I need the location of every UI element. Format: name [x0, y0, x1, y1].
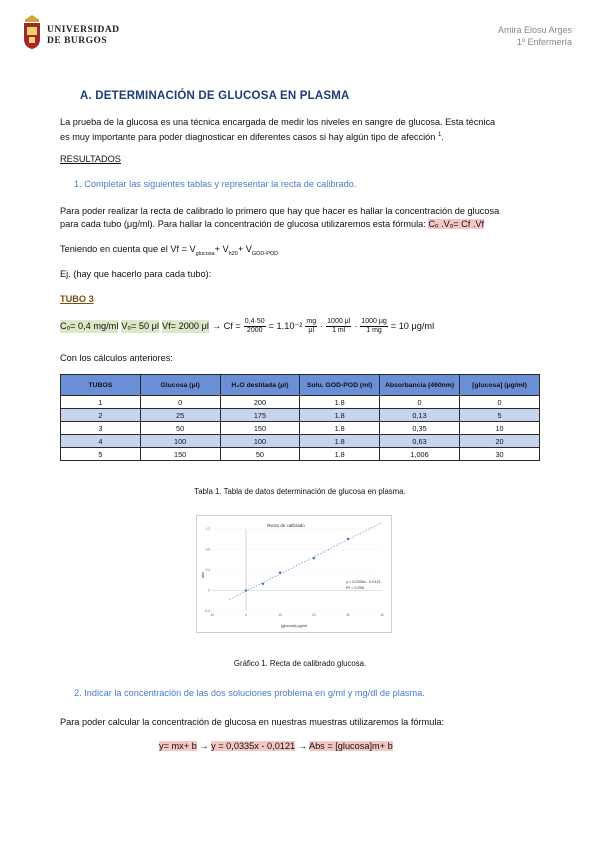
- table-cell: 1,006: [379, 448, 459, 461]
- table-row: [61, 422, 540, 435]
- frac2-num: 1000 μl: [327, 318, 351, 325]
- table-header-cell: Glucosa (μl): [140, 375, 220, 396]
- task2-heading: 2. Indicar la concentración de las dos soluciones problema en g/ml y mg/dl de plasma.: [74, 688, 425, 698]
- chart-frame: [197, 516, 392, 633]
- chart-title: Recta de calibrado: [267, 523, 305, 528]
- teniendo-prefix: Teniendo en cuenta que el Vf = V: [60, 244, 196, 254]
- formula-arrow-2: →: [297, 741, 307, 751]
- table-header-row: [61, 375, 540, 396]
- chart-equation: y = 0,0335x - 0,0121: [346, 580, 381, 584]
- table-cell: 150: [220, 422, 300, 435]
- table-cell: 0,35: [379, 422, 459, 435]
- table-cell: 4: [61, 435, 141, 448]
- table-cell: 25: [140, 409, 220, 422]
- chart-caption: Gráfico 1. Recta de calibrado glucosa.: [233, 659, 367, 668]
- chart-ylabel: Abs: [201, 571, 205, 579]
- table-cell: 100: [220, 435, 300, 448]
- para1-line1: Para poder realizar la recta de calibrado lo primero que hay que hacer es hallar la concentración de glucosa: [60, 206, 500, 216]
- glucose-table: [60, 374, 540, 461]
- author-course: 1º Enfermería: [516, 37, 572, 47]
- resultados-heading: RESULTADOS: [60, 154, 121, 164]
- chart-x-tick-label: -10: [209, 613, 215, 617]
- author-block: [498, 24, 572, 48]
- table-cell: 30: [460, 448, 540, 461]
- chart-x-tick-label: 10: [278, 613, 282, 617]
- table-cell: 0: [140, 396, 220, 409]
- frac1-num: 0,4·50: [244, 318, 265, 325]
- chart-r2: R² = 0,996: [346, 586, 364, 590]
- fraction-1: [244, 318, 266, 335]
- university-line2: DE BURGOS: [47, 36, 108, 46]
- table-cell: 2: [61, 409, 141, 422]
- table-cell: 1.8: [300, 409, 380, 422]
- section-title: A. DETERMINACIÓN DE GLUCOSA EN PLASMA: [80, 90, 350, 102]
- table-cell: 50: [140, 422, 220, 435]
- table-header-cell: H₂O destilada (μl): [220, 375, 300, 396]
- frac2-den: 1 ml: [332, 327, 346, 334]
- table-cell: 100: [140, 435, 220, 448]
- table-cell: 1.8: [300, 422, 380, 435]
- table-cell: 1.8: [300, 448, 380, 461]
- dot-2: ·: [354, 321, 358, 331]
- calc-eq1: = 1.10⁻²: [268, 321, 303, 331]
- chart-xlabel: [glucosa] μg/ml: [281, 624, 307, 628]
- chart-x-tick-label: 30: [346, 613, 350, 617]
- table-cell: 1: [61, 396, 141, 409]
- dot-1: ·: [320, 321, 324, 331]
- chart-y-tick-label: -0,4: [204, 609, 210, 613]
- chart-x-tick-label: 20: [312, 613, 316, 617]
- para1-line2-text: para cada tubo (μg/ml). Para hallar la concentración de glucosa utilizaremos esta fórmula:: [60, 219, 429, 229]
- table-cell: 0,63: [379, 435, 459, 448]
- table-cell: 5: [61, 448, 141, 461]
- teniendo-mid1: + V: [214, 244, 229, 254]
- calibration-chart: [196, 515, 392, 633]
- table-cell: 175: [220, 409, 300, 422]
- paragraph2: Para poder calcular la concentración de glucosa en nuestras muestras utilizaremos la fórmula:: [60, 717, 445, 727]
- sub-glucosa: glucosa: [195, 250, 215, 257]
- chart-point: [313, 557, 315, 559]
- table-cell: 3: [61, 422, 141, 435]
- table-cell: 200: [220, 396, 300, 409]
- calculation-line: [60, 318, 434, 335]
- vf-value: Vf= 2000 μl: [161, 321, 209, 331]
- university-name: [47, 25, 120, 47]
- frac1-den: 2000: [246, 327, 263, 334]
- sub-h2o: h20: [228, 250, 238, 257]
- chart-x-tick-label: 40: [380, 613, 384, 617]
- table-row: [61, 435, 540, 448]
- fraction-2: [326, 318, 351, 335]
- formula-arrow-1: →: [199, 741, 209, 751]
- formula-abs: Abs = [glucosa]m+ b: [308, 741, 393, 751]
- chart-point: [245, 589, 247, 591]
- para1-line2: [60, 218, 560, 231]
- table-cell: 5: [460, 409, 540, 422]
- formula-general: y= mx+ b: [159, 741, 197, 751]
- chart-x-tick-label: 0: [245, 613, 247, 617]
- table-cell: 1.8: [300, 396, 380, 409]
- intro-end: .: [441, 132, 444, 143]
- frac3-num: 1000 μg: [361, 318, 387, 325]
- table-header-cell: TUBOS: [61, 375, 141, 396]
- formula-fitted: y = 0,0335x - 0,0121: [211, 741, 296, 751]
- task1-heading: 1. Completar las siguientes tablas y representar la recta de calibrado.: [74, 179, 357, 189]
- table-cell: 50: [220, 448, 300, 461]
- university-line1: UNIVERSIDAD: [47, 25, 120, 35]
- v0-value: Vₒ= 50 μl: [121, 321, 159, 331]
- chart-point: [262, 583, 264, 585]
- teniendo-line: [60, 243, 278, 261]
- table-cell: 0: [379, 396, 459, 409]
- teniendo-mid2: + V: [237, 244, 252, 254]
- chart-y-tick-label: 0,4: [205, 568, 210, 572]
- linear-formula-line: [159, 740, 393, 753]
- paragraph1: [60, 205, 560, 231]
- dilution-formula: Cₒ .Vₒ= Cf .Vf: [428, 219, 485, 229]
- table-header-cell: Absorbancia (460nm): [379, 375, 459, 396]
- intro-line2: [60, 129, 560, 144]
- table-row: [61, 396, 540, 409]
- chart-point: [347, 538, 349, 540]
- table-cell: 1.8: [300, 435, 380, 448]
- chart-point: [279, 571, 281, 573]
- c0-value: Cₒ= 0,4 mg/ml: [60, 321, 119, 331]
- frac3-den: 1 mg: [366, 327, 382, 334]
- unit-fraction: [305, 318, 317, 335]
- table-caption: Tabla 1. Tabla de datos determinación de glucosa en plasma.: [194, 487, 406, 496]
- table-row: [61, 409, 540, 422]
- unit-den: μl: [308, 327, 315, 334]
- fraction-3: [360, 318, 387, 335]
- chart-y-tick-label: 1,2: [205, 527, 210, 531]
- tubo3-heading: TUBO 3: [60, 294, 94, 304]
- author-name: Amira Elosu Arges: [497, 25, 572, 35]
- table-cell: 20: [460, 435, 540, 448]
- intro-line2-text: es muy importante para poder diagnosticar en diferentes casos si hay algún tipo de afección: [60, 132, 438, 143]
- chart-y-tick-label: 0: [208, 588, 210, 593]
- university-shield-icon: [22, 13, 42, 51]
- calc-arrow: → Cf =: [211, 321, 241, 331]
- chart-y-tick-label: 0,8: [205, 547, 210, 552]
- intro-paragraph: [60, 116, 560, 144]
- example-line: Ej. (hay que hacerlo para cada tubo):: [60, 269, 212, 279]
- calc-result: = 10 μg/ml: [390, 321, 435, 331]
- table-cell: 10: [460, 422, 540, 435]
- table-cell: 150: [140, 448, 220, 461]
- table-header-cell: [glucosa] (μg/ml): [460, 375, 540, 396]
- footnote-ref: 1: [437, 132, 442, 138]
- con-calculos: Con los cálculos anteriores:: [60, 353, 173, 363]
- university-logo: [22, 13, 42, 51]
- table-row: [61, 448, 540, 461]
- unit-num: mg: [306, 318, 317, 325]
- table-header-cell: Solu. GOD-POD (ml): [300, 375, 380, 396]
- table-cell: 0: [460, 396, 540, 409]
- sub-god-pod: GOD-POD: [251, 250, 279, 257]
- intro-line1: La prueba de la glucosa es una técnica encargada de medir los niveles en sangre de glucosa. Esta técnica: [60, 117, 496, 127]
- table-cell: 0,13: [379, 409, 459, 422]
